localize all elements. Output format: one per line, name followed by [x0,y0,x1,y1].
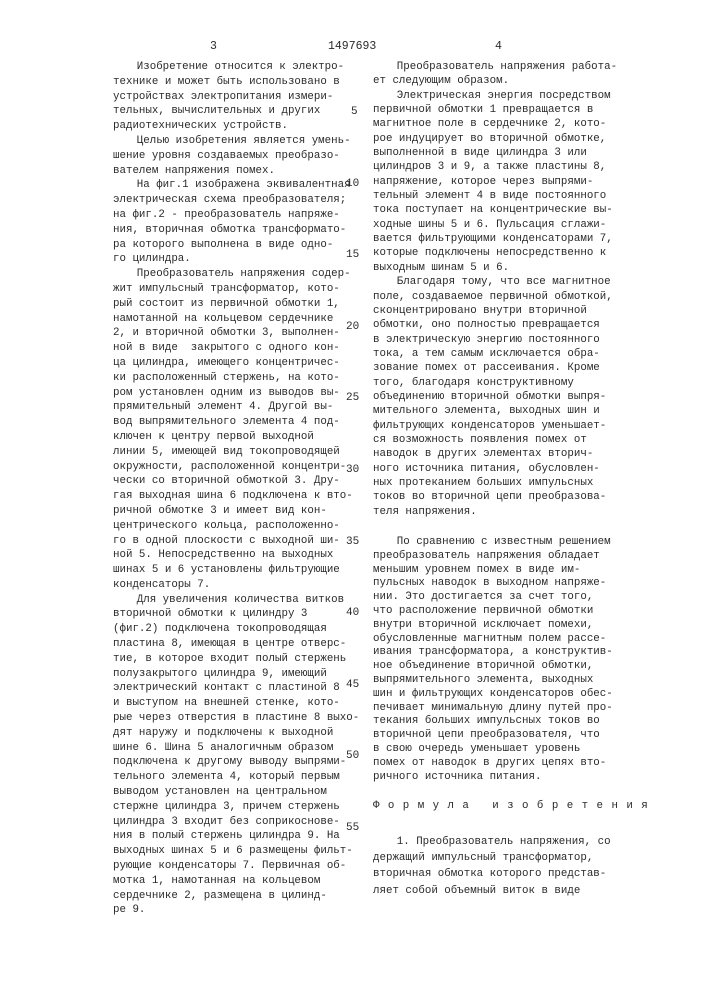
page-number-left: 3 [210,40,217,53]
text-line: теля напряжения. [373,505,617,519]
text-line: токов во вторичной цепи преобразова- [373,490,617,504]
text-line: текания больших импульсных токов во [373,715,613,729]
paragraph [113,134,359,178]
text-line: прямительный элемент 4. Другой вы- [113,400,359,415]
text-line: и выступом на внешней стенке, кото- [113,696,359,711]
text-line: цилиндра 3 входит без соприкоснове- [113,815,359,830]
line-number: 5 [351,106,358,118]
text-line: шение уровня создаваемых преобразо- [113,149,359,164]
text-line: в электрическую энергию постоянного [373,333,617,347]
text-line: По сравнению с известным решением [373,536,613,550]
text-line: ре 9. [113,903,359,918]
text-line: 1. Преобразователь напряжения, со [373,834,611,850]
text-line: выпрямительного элемента, выходных [373,674,613,688]
text-line: Преобразователь напряжения содер- [113,267,359,282]
text-line: рые через отверстия в пластине 8 выхо- [113,711,359,726]
text-line: вается фильтрующими конденсаторами 7, [373,232,617,246]
text-line: печивает минимальную длину путей про- [373,702,613,716]
text-line: стержне цилиндра 3, причем стержень [113,800,359,815]
text-line: выходных шинах 5 и 6 размещены фильт- [113,844,359,859]
text-line: Электрическая энергия посредством [373,89,617,103]
text-line: ной 5. Непосредственно на выходных [113,548,359,563]
text-line: на фиг.2 - преобразователь напряже- [113,208,359,223]
text-line: того, благодаря конструктивному [373,376,617,390]
text-line: выводом установлен на центральном [113,785,359,800]
claims-heading: Формула изобретения [373,800,656,812]
patent-number: 1497693 [328,40,376,53]
text-line: радиотехнических устройств. [113,119,359,134]
right-column-text-middle [373,536,613,784]
text-line: выходным шинам 5 и 6. [373,261,617,275]
text-line: го цилиндра. [113,252,359,267]
text-line: конденсаторы 7. [113,578,359,593]
text-line: в свою очередь уменьшает уровень [373,743,613,757]
text-line: тельных, вычислительных и других [113,104,359,119]
text-line: 2, и вторичной обмотки 3, выполнен- [113,326,359,341]
line-number: 55 [346,822,359,834]
text-line: ся возможность появления помех от [373,433,617,447]
text-line: держащий импульсный трансформатор, [373,850,611,866]
text-line: пульсных наводок в выходном напряже- [373,577,613,591]
text-line: ного источника питания, обусловлен- [373,462,617,476]
line-number: 45 [346,679,359,691]
text-line: обмотки, оно полностью превращается [373,318,617,332]
text-line: пластина 8, имеющая в центре отверс- [113,637,359,652]
paragraph [113,593,359,919]
text-line: цилиндров 3 и 9, а также пластины 8, [373,160,617,174]
text-line: тока, а тем самым исключается обра- [373,347,617,361]
text-line: шинах 5 и 6 установлены фильтрующие [113,563,359,578]
right-column-text-top [373,60,617,519]
paragraph [373,89,617,275]
text-line: ключен к центру первой выходной [113,430,359,445]
line-number: 35 [346,536,359,548]
text-line: помех от наводок в других цепях вто- [373,757,613,771]
text-line: рующие конденсаторы 7. Первичная об- [113,859,359,874]
text-line: Благодаря тому, что все магнитное [373,275,617,289]
text-line: ных протеканием больших импульсных [373,476,617,490]
text-line: ки расположенный стержень, на кото- [113,371,359,386]
text-line: мительного элемента, выходных шин и [373,404,617,418]
text-line: шине 6. Шина 5 аналогичным образом [113,741,359,756]
text-line: преобразователь напряжения обладает [373,550,613,564]
text-line: ходные шины 5 и 6. Пульсация сглажи- [373,218,617,232]
text-line: шин и фильтрующих конденсаторов обес- [373,688,613,702]
page-number-right: 4 [495,40,502,53]
text-line: электрическая схема преобразователя; [113,193,359,208]
text-line: поле, создаваемое первичной обмоткой, [373,290,617,304]
text-line: вторичной цепи преобразователя, что [373,729,613,743]
text-line: ца цилиндра, имеющего концентричес- [113,356,359,371]
left-column-text [113,60,359,918]
text-line: Целью изобретения является умень- [113,134,359,149]
text-line: выполненной в виде цилиндра 3 или [373,146,617,160]
line-number: 20 [346,321,359,333]
text-line: которые подключены непосредственно к [373,246,617,260]
text-line: Изобретение относится к электро- [113,60,359,75]
text-line: обусловленные магнитным полем рассе- [373,633,613,647]
paragraph [373,275,617,519]
text-line: чески со вторичной обмоткой 3. Дру- [113,474,359,489]
text-line: технике и может быть использовано в [113,75,359,90]
text-line: вод выпрямительного элемента 4 под- [113,415,359,430]
line-number: 25 [346,392,359,404]
text-line: наводок в других элементах вторич- [373,447,617,461]
text-line: внутри вторичной исключает помехи, [373,619,613,633]
text-line: го в одной плоскости с выходной ши- [113,534,359,549]
line-number: 15 [346,249,359,261]
text-line: ния в полый стержень цилиндра 9. На [113,829,359,844]
text-line: вторичной обмотки к цилиндру 3 [113,607,359,622]
paragraph [373,60,617,89]
text-line: зование помех от рассеивания. Кроме [373,361,617,375]
text-line: намотанной на кольцевом сердечнике [113,312,359,327]
text-line: центрического кольца, расположенно- [113,519,359,534]
claims-text [373,834,611,899]
text-line: электрический контакт с пластиной 8 [113,681,359,696]
text-line: рое индуцирует во вторичной обмотке, [373,132,617,146]
text-line: жит импульсный трансформатор, кото- [113,282,359,297]
text-line: магнитное поле в сердечнике 2, кото- [373,117,617,131]
text-line: первичной обмотки 1 превращается в [373,103,617,117]
text-line: Преобразователь напряжения работа- [373,60,617,74]
line-number: 50 [346,750,359,762]
text-line: мотка 1, намотанная на кольцевом [113,874,359,889]
paragraph [373,834,611,899]
text-line: линии 5, имеющей вид токопроводящей [113,445,359,460]
text-line: сердечнике 2, размещена в цилинд- [113,889,359,904]
text-line: сконцентрировано внутри вторичной [373,304,617,318]
text-line: ния, вторичная обмотка трансформато- [113,223,359,238]
paragraph [113,178,359,267]
text-line: вателем напряжения помех. [113,164,359,179]
text-line: ивания трансформатора, а конструктив- [373,646,613,660]
text-line: рый состоит из первичной обмотки 1, [113,297,359,312]
text-line: ной в виде закрытого с одного кон- [113,341,359,356]
text-line: ет следующим образом. [373,74,617,88]
text-line: ром установлен одним из выводов вы- [113,386,359,401]
text-line: вторичная обмотка которого представ- [373,866,611,882]
text-line: объединению вторичной обмотки выпря- [373,390,617,404]
text-line: ляет собой объемный виток в виде [373,883,611,899]
text-line: тельного элемента 4, который первым [113,770,359,785]
text-line: подключена к другому выводу выпрями- [113,755,359,770]
text-line: На фиг.1 изображена эквивалентная [113,178,359,193]
text-line: что расположение первичной обмотки [373,605,613,619]
line-number: 30 [346,464,359,476]
text-line: тельный элемент 4 в виде постоянного [373,189,617,203]
text-line: окружности, расположенной концентри- [113,460,359,475]
text-line: полузакрытого цилиндра 9, имеющий [113,667,359,682]
line-number: 10 [346,178,359,190]
text-line: ное объединение вторичной обмотки, [373,660,613,674]
paragraph [113,267,359,593]
text-line: устройствах электропитания измери- [113,90,359,105]
text-line: меньшим уровнем помех в виде им- [373,564,613,578]
text-line: ричной обмотке 3 и имеет вид кон- [113,504,359,519]
text-line: дят наружу и подключены к выходной [113,726,359,741]
text-line: гая выходная шина 6 подключена к вто- [113,489,359,504]
line-number: 40 [346,607,359,619]
text-line: тие, в которое входит полый стержень [113,652,359,667]
text-line: тока поступает на концентрические вы- [373,203,617,217]
paragraph [373,536,613,784]
text-line: Для увеличения количества витков [113,593,359,608]
text-line: (фиг.2) подключена токопроводящая [113,622,359,637]
text-line: нии. Это достигается за счет того, [373,591,613,605]
text-line: фильтрующих конденсаторов уменьшает- [373,419,617,433]
paragraph [113,60,359,134]
text-line: напряжение, которое через выпрями- [373,175,617,189]
text-line: ричного источника питания. [373,771,613,785]
text-line: ра которого выполнена в виде одно- [113,238,359,253]
